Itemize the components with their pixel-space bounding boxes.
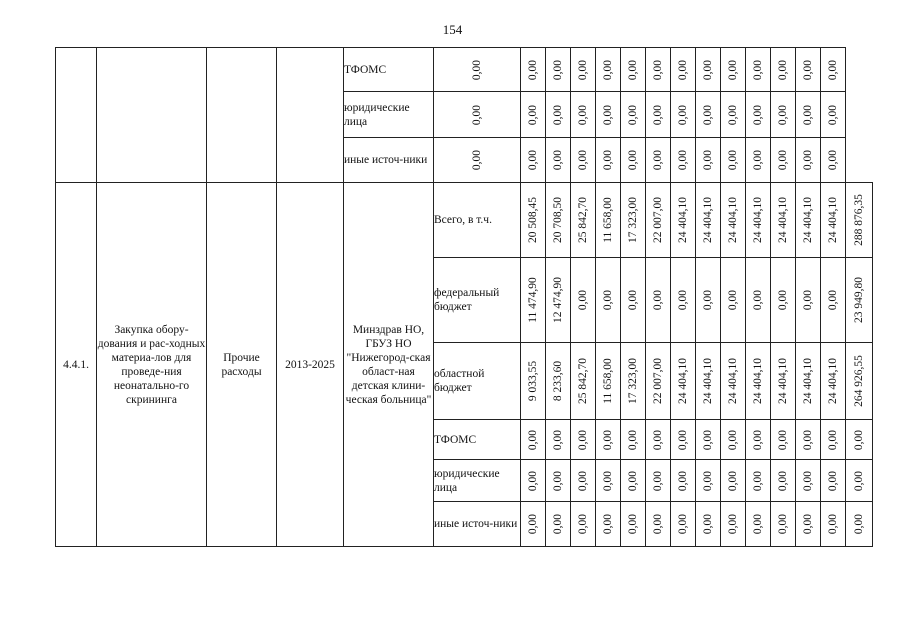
value-cell — [546, 138, 571, 183]
value-cell — [796, 92, 821, 138]
value-text: 0,00 — [552, 470, 564, 491]
value-text: 24 404,10 — [677, 197, 689, 243]
value-cell — [596, 258, 621, 343]
value-cell — [646, 258, 671, 343]
value-cell — [821, 183, 846, 258]
value-text: 0,00 — [677, 513, 689, 535]
value-cell — [771, 343, 796, 420]
value-text: 0,00 — [527, 470, 539, 491]
value-cell — [746, 183, 771, 258]
expense-type: Прочие расходы — [207, 183, 277, 547]
value-cell — [646, 502, 671, 547]
value-text: 0,00 — [752, 429, 764, 450]
value-text: 8 233,60 — [552, 360, 564, 402]
value-cell — [771, 258, 796, 343]
value-cell — [746, 460, 771, 502]
value-text: 24 404,10 — [802, 358, 814, 404]
value-cell — [571, 92, 596, 138]
value-text: 0,00 — [552, 104, 564, 125]
blank-cell — [277, 48, 344, 183]
value-cell — [671, 460, 696, 502]
value-text: 0,00 — [802, 470, 814, 491]
value-text: 24 404,10 — [802, 197, 814, 243]
blank-cell — [97, 48, 207, 183]
funding-source: ТФОМС — [434, 420, 521, 460]
value-cell — [721, 343, 746, 420]
value-text: 0,00 — [552, 513, 564, 535]
value-text: 0,00 — [527, 104, 539, 125]
value-cell — [521, 460, 546, 502]
value-text: 24 404,10 — [677, 358, 689, 404]
funding-source: ТФОМС — [344, 48, 434, 92]
value-text: 0,00 — [853, 513, 865, 535]
value-cell — [721, 502, 746, 547]
value-text: 0,00 — [727, 513, 739, 535]
value-text: 22 007,00 — [652, 197, 664, 243]
value-text: 0,00 — [471, 149, 483, 171]
value-cell — [596, 92, 621, 138]
value-text: 0,00 — [827, 470, 839, 491]
value-cell — [696, 420, 721, 460]
value-text: 25 842,70 — [577, 197, 589, 243]
value-cell — [546, 502, 571, 547]
value-cell — [721, 420, 746, 460]
value-cell — [696, 460, 721, 502]
value-cell — [771, 183, 796, 258]
value-cell — [596, 138, 621, 183]
value-text: 0,00 — [802, 513, 814, 535]
value-cell — [621, 258, 646, 343]
value-text: 24 404,10 — [727, 197, 739, 243]
value-cell — [746, 92, 771, 138]
value-text: 0,00 — [777, 104, 789, 125]
value-cell — [771, 48, 796, 92]
value-text: 0,00 — [752, 59, 764, 80]
value-cell — [596, 183, 621, 258]
value-cell — [621, 343, 646, 420]
value-text: 24 404,10 — [702, 197, 714, 243]
executor: Минздрав НО, ГБУЗ НО "Нижегород-ская област-ная детская клини-ческая больница" — [344, 183, 434, 547]
value-cell — [696, 502, 721, 547]
value-text: 0,00 — [827, 513, 839, 535]
value-cell — [846, 183, 873, 258]
value-cell — [646, 183, 671, 258]
value-text: 0,00 — [627, 470, 639, 491]
value-text: 0,00 — [677, 104, 689, 125]
value-cell — [596, 420, 621, 460]
value-text: 0,00 — [727, 429, 739, 450]
value-cell — [671, 183, 696, 258]
value-text: 0,00 — [652, 429, 664, 450]
value-text: 23 949,80 — [853, 277, 865, 323]
value-text: 0,00 — [602, 429, 614, 450]
value-cell — [796, 138, 821, 183]
funding-source: федеральный бюджет — [434, 258, 521, 343]
value-cell — [621, 502, 646, 547]
value-text: 0,00 — [577, 59, 589, 80]
value-cell — [846, 343, 873, 420]
value-cell — [771, 460, 796, 502]
value-text: 0,00 — [752, 470, 764, 491]
value-cell — [571, 343, 596, 420]
value-text: 0,00 — [727, 289, 739, 311]
value-cell — [796, 48, 821, 92]
value-cell — [521, 138, 546, 183]
value-text: 0,00 — [602, 470, 614, 491]
value-text: 0,00 — [527, 429, 539, 450]
value-cell — [821, 460, 846, 502]
value-cell — [596, 460, 621, 502]
value-cell — [646, 138, 671, 183]
value-cell — [746, 343, 771, 420]
value-text: 24 404,10 — [777, 197, 789, 243]
value-text: 20 508,45 — [527, 197, 539, 243]
value-text: 0,00 — [627, 149, 639, 171]
value-text: 0,00 — [702, 289, 714, 311]
value-cell — [646, 343, 671, 420]
value-cell — [596, 48, 621, 92]
value-cell — [571, 502, 596, 547]
value-cell — [671, 502, 696, 547]
table-row — [56, 183, 873, 258]
value-cell — [846, 420, 873, 460]
value-cell — [696, 183, 721, 258]
value-text: 0,00 — [677, 470, 689, 491]
value-text: 24 404,10 — [777, 358, 789, 404]
value-cell — [621, 92, 646, 138]
value-text: 0,00 — [652, 59, 664, 80]
value-text: 0,00 — [702, 104, 714, 125]
value-cell — [546, 92, 571, 138]
value-cell — [671, 258, 696, 343]
value-cell — [821, 92, 846, 138]
value-text: 22 007,00 — [652, 358, 664, 404]
value-cell — [796, 420, 821, 460]
value-cell — [821, 502, 846, 547]
value-text: 0,00 — [727, 470, 739, 491]
value-cell — [434, 48, 521, 92]
value-text: 11 658,00 — [602, 358, 614, 404]
value-text: 0,00 — [471, 59, 483, 80]
value-cell — [721, 138, 746, 183]
value-text: 0,00 — [777, 513, 789, 535]
value-cell — [596, 502, 621, 547]
value-text: 0,00 — [527, 149, 539, 171]
item-number: 4.4.1. — [56, 183, 97, 547]
value-cell — [521, 343, 546, 420]
value-text: 0,00 — [552, 59, 564, 80]
value-text: 0,00 — [827, 429, 839, 450]
value-text: 0,00 — [702, 59, 714, 80]
value-text: 0,00 — [577, 513, 589, 535]
value-cell — [821, 343, 846, 420]
value-cell — [521, 48, 546, 92]
value-text: 0,00 — [777, 429, 789, 450]
value-text: 0,00 — [853, 470, 865, 491]
value-text: 0,00 — [727, 59, 739, 80]
value-text: 11 658,00 — [602, 197, 614, 243]
value-text: 264 926,55 — [853, 355, 865, 407]
value-text: 0,00 — [777, 289, 789, 311]
value-text: 0,00 — [727, 149, 739, 171]
value-text: 24 404,10 — [727, 358, 739, 404]
value-text: 0,00 — [677, 429, 689, 450]
value-cell — [746, 258, 771, 343]
value-cell — [671, 138, 696, 183]
value-cell — [796, 460, 821, 502]
value-text: 0,00 — [727, 104, 739, 125]
value-text: 0,00 — [527, 59, 539, 80]
value-text: 0,00 — [627, 104, 639, 125]
value-text: 0,00 — [777, 149, 789, 171]
value-cell — [696, 258, 721, 343]
value-cell — [771, 502, 796, 547]
value-text: 0,00 — [627, 59, 639, 80]
value-cell — [571, 183, 596, 258]
value-text: 0,00 — [827, 59, 839, 80]
value-cell — [746, 502, 771, 547]
value-cell — [621, 48, 646, 92]
value-text: 0,00 — [652, 470, 664, 491]
value-text: 0,00 — [577, 470, 589, 491]
value-cell — [546, 183, 571, 258]
value-text: 0,00 — [752, 104, 764, 125]
value-text: 25 842,70 — [577, 358, 589, 404]
value-cell — [821, 258, 846, 343]
value-text: 24 404,10 — [752, 358, 764, 404]
value-text: 0,00 — [677, 149, 689, 171]
value-cell — [696, 138, 721, 183]
value-cell — [621, 183, 646, 258]
value-text: 0,00 — [677, 289, 689, 311]
value-cell — [696, 343, 721, 420]
value-cell — [646, 48, 671, 92]
value-cell — [721, 48, 746, 92]
value-text: 0,00 — [677, 59, 689, 80]
value-cell — [671, 48, 696, 92]
funding-source: юридические лица — [434, 460, 521, 502]
value-cell — [521, 420, 546, 460]
value-cell — [621, 460, 646, 502]
value-text: 0,00 — [552, 429, 564, 450]
value-text: 11 474,90 — [527, 277, 539, 323]
value-cell — [746, 420, 771, 460]
value-cell — [846, 502, 873, 547]
value-text: 0,00 — [627, 429, 639, 450]
value-text: 20 708,50 — [552, 197, 564, 243]
funding-source: иные источ-ники — [434, 502, 521, 547]
item-name: Закупка обору-дования и рас-ходных материа-лов для проведе-ния неонатально-го скрининга — [97, 183, 207, 547]
value-cell — [621, 138, 646, 183]
value-cell — [771, 420, 796, 460]
value-text: 0,00 — [602, 289, 614, 311]
value-cell — [571, 420, 596, 460]
value-cell — [571, 138, 596, 183]
value-cell — [546, 258, 571, 343]
value-text: 0,00 — [471, 104, 483, 125]
value-text: 0,00 — [802, 104, 814, 125]
value-cell — [721, 460, 746, 502]
value-text: 0,00 — [552, 149, 564, 171]
value-text: 0,00 — [652, 289, 664, 311]
value-text: 0,00 — [802, 289, 814, 311]
value-text: 0,00 — [802, 59, 814, 80]
value-text: 0,00 — [777, 470, 789, 491]
value-cell — [721, 183, 746, 258]
value-text: 0,00 — [577, 289, 589, 311]
value-cell — [671, 343, 696, 420]
value-cell — [434, 138, 521, 183]
value-text: 0,00 — [627, 513, 639, 535]
value-cell — [434, 92, 521, 138]
value-text: 0,00 — [652, 104, 664, 125]
value-cell — [796, 183, 821, 258]
value-text: 0,00 — [652, 513, 664, 535]
funding-source: Всего, в т.ч. — [434, 183, 521, 258]
value-text: 0,00 — [752, 513, 764, 535]
value-text: 24 404,10 — [827, 358, 839, 404]
value-cell — [846, 460, 873, 502]
table-row — [56, 48, 873, 92]
value-cell — [646, 92, 671, 138]
value-text: 24 404,10 — [752, 197, 764, 243]
value-text: 24 404,10 — [827, 197, 839, 243]
value-cell — [771, 138, 796, 183]
value-text: 0,00 — [627, 289, 639, 311]
value-cell — [596, 343, 621, 420]
value-text: 0,00 — [827, 149, 839, 171]
value-cell — [521, 92, 546, 138]
value-cell — [696, 48, 721, 92]
value-text: 0,00 — [702, 470, 714, 491]
value-text: 0,00 — [577, 149, 589, 171]
value-text: 0,00 — [577, 429, 589, 450]
value-cell — [546, 343, 571, 420]
value-text: 0,00 — [602, 149, 614, 171]
program-table — [55, 47, 873, 547]
value-cell — [646, 420, 671, 460]
blank-cell — [207, 48, 277, 183]
blank-cell — [56, 48, 97, 183]
value-text: 0,00 — [577, 104, 589, 125]
value-cell — [671, 92, 696, 138]
value-cell — [546, 420, 571, 460]
value-text: 0,00 — [802, 149, 814, 171]
value-cell — [796, 502, 821, 547]
value-cell — [796, 258, 821, 343]
value-text: 0,00 — [702, 429, 714, 450]
value-cell — [746, 48, 771, 92]
value-text: 0,00 — [777, 59, 789, 80]
value-cell — [521, 258, 546, 343]
value-text: 0,00 — [827, 289, 839, 311]
value-text: 17 323,00 — [627, 197, 639, 243]
value-text: 0,00 — [602, 59, 614, 80]
value-cell — [571, 258, 596, 343]
value-text: 0,00 — [827, 104, 839, 125]
value-cell — [721, 92, 746, 138]
value-text: 0,00 — [752, 149, 764, 171]
value-cell — [821, 138, 846, 183]
value-cell — [671, 420, 696, 460]
value-text: 0,00 — [527, 513, 539, 535]
value-cell — [546, 460, 571, 502]
value-text: 0,00 — [602, 513, 614, 535]
value-cell — [521, 183, 546, 258]
value-cell — [571, 460, 596, 502]
value-cell — [696, 92, 721, 138]
value-cell — [746, 138, 771, 183]
value-cell — [621, 420, 646, 460]
funding-source: областной бюджет — [434, 343, 521, 420]
value-text: 0,00 — [702, 513, 714, 535]
value-cell — [771, 92, 796, 138]
value-text: 0,00 — [602, 104, 614, 125]
value-cell — [821, 48, 846, 92]
value-cell — [546, 48, 571, 92]
value-cell — [646, 460, 671, 502]
value-text: 0,00 — [652, 149, 664, 171]
value-text: 17 323,00 — [627, 358, 639, 404]
value-cell — [521, 502, 546, 547]
value-cell — [796, 343, 821, 420]
value-text: 0,00 — [752, 289, 764, 311]
value-text: 24 404,10 — [702, 358, 714, 404]
value-cell — [846, 258, 873, 343]
value-text: 0,00 — [702, 149, 714, 171]
funding-source: юридические лица — [344, 92, 434, 138]
value-text: 12 474,90 — [552, 277, 564, 323]
value-text: 0,00 — [853, 429, 865, 450]
page-number: 154 — [442, 22, 463, 37]
period: 2013-2025 — [277, 183, 344, 547]
value-text: 288 876,35 — [853, 194, 865, 246]
value-cell — [571, 48, 596, 92]
funding-source: иные источ-ники — [344, 138, 434, 183]
value-cell — [821, 420, 846, 460]
value-text: 9 033,55 — [527, 360, 539, 402]
value-text: 0,00 — [802, 429, 814, 450]
value-cell — [721, 258, 746, 343]
